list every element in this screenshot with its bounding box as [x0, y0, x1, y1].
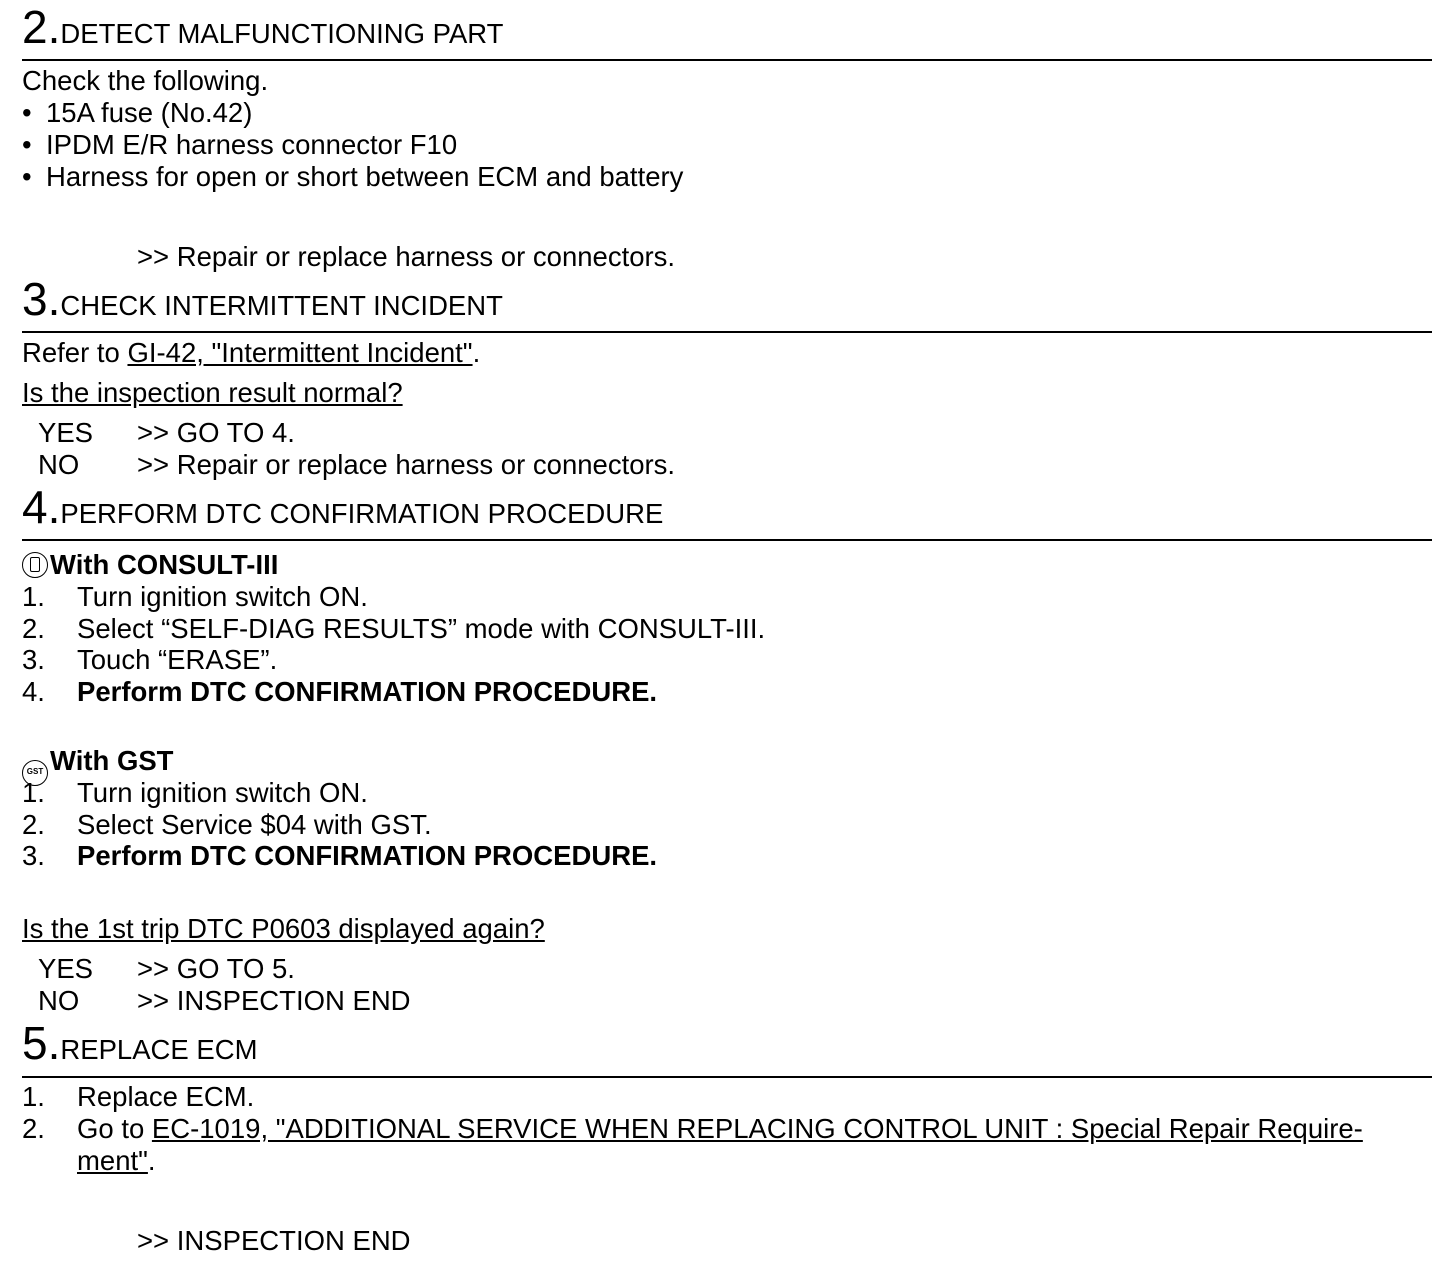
list-item: 3. — [22, 644, 45, 675]
list-item-text: Select “SELF-DIAG RESULTS” mode with CONSULT-III. — [77, 613, 766, 644]
list-item: • Harness for open or short between ECM and battery — [22, 161, 684, 192]
step3-no-label: NO — [38, 449, 80, 480]
list-item: 3. — [22, 840, 45, 871]
step3-title: CHECK INTERMITTENT INCIDENT — [60, 290, 503, 321]
gst-icon: GST — [22, 760, 48, 786]
list-item: 2. — [22, 613, 45, 644]
step4-question: Is the 1st trip DTC P0603 displayed again? — [22, 913, 545, 944]
list-item-text: Replace ECM. — [77, 1081, 255, 1112]
step4-title: PERFORM DTC CONFIRMATION PROCEDURE — [60, 498, 664, 529]
step3-no-text: >> Repair or replace harness or connectors. — [137, 449, 676, 480]
list-item-text: Go to EC-1019, "ADDITIONAL SERVICE WHEN REPLACING CONTROL UNIT : Special Repair Require- — [77, 1113, 1363, 1144]
list-item: 1. — [22, 777, 45, 808]
step3-header — [22, 273, 503, 325]
step5-number: 5. — [22, 1017, 61, 1069]
list-item: • IPDM E/R harness connector F10 — [22, 129, 458, 160]
list-item: • 15A fuse (No.42) — [22, 97, 253, 128]
step5-rule — [22, 1076, 1432, 1078]
list-item-text-cont: ment". — [77, 1145, 156, 1176]
step4-number: 4. — [22, 481, 61, 533]
list-item: 4. — [22, 676, 45, 707]
list-item: 2. — [22, 1113, 45, 1144]
step4-yes-text: >> GO TO 5. — [137, 953, 295, 984]
list-item-text: Turn ignition switch ON. — [77, 777, 368, 808]
consult-icon — [22, 552, 48, 578]
link-ec-1019-cont[interactable]: ment" — [77, 1145, 148, 1176]
step3-rule — [22, 331, 1432, 333]
step2-header — [22, 1, 504, 53]
step3-question: Is the inspection result normal? — [22, 377, 403, 408]
step5-title: REPLACE ECM — [60, 1034, 258, 1065]
step4-yes-label: YES — [38, 953, 94, 984]
step3-number: 3. — [22, 273, 61, 325]
consult-heading: With CONSULT-III — [22, 549, 278, 581]
step3-yes-label: YES — [38, 417, 94, 448]
step3-yes-text: >> GO TO 4. — [137, 417, 295, 448]
list-item-text: Perform DTC CONFIRMATION PROCEDURE. — [77, 676, 658, 707]
step4-no-text: >> INSPECTION END — [137, 985, 411, 1016]
list-item-text: Select Service $04 with GST. — [77, 809, 432, 840]
step4-header — [22, 481, 664, 533]
step4-rule — [22, 539, 1432, 541]
list-item-text: Turn ignition switch ON. — [77, 581, 368, 612]
step2-result: >> Repair or replace harness or connectors. — [137, 241, 676, 272]
step2-intro: Check the following. — [22, 65, 269, 96]
link-ec-1019[interactable]: EC-1019, "ADDITIONAL SERVICE WHEN REPLACING CONTROL UNIT : Special Repair Require- — [151, 1113, 1363, 1144]
step5-result: >> INSPECTION END — [137, 1225, 411, 1256]
list-item-text: Perform DTC CONFIRMATION PROCEDURE. — [77, 840, 658, 871]
step2-number: 2. — [22, 1, 61, 53]
step5-header — [22, 1017, 258, 1069]
list-item: 1. — [22, 581, 45, 612]
list-item-text: Touch “ERASE”. — [77, 644, 278, 675]
step3-refer: Refer to GI-42, "Intermittent Incident". — [22, 337, 481, 368]
step4-no-label: NO — [38, 985, 80, 1016]
list-item: 1. — [22, 1081, 45, 1112]
list-item: 2. — [22, 809, 45, 840]
link-gi-42[interactable]: GI-42, "Intermittent Incident" — [127, 337, 473, 368]
step2-rule — [22, 59, 1432, 61]
step2-title: DETECT MALFUNCTIONING PART — [60, 18, 504, 49]
gst-heading: GST With GST — [22, 745, 173, 786]
